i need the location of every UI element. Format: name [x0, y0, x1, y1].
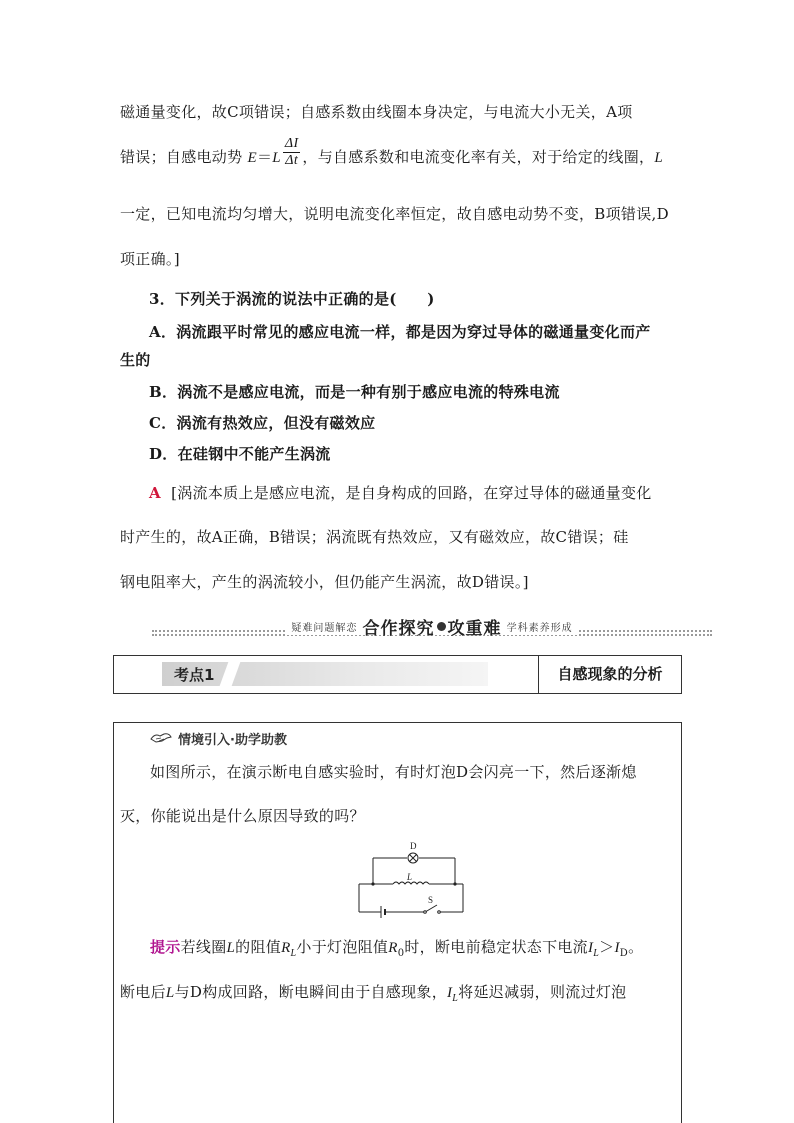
answer-line-1: 磁通量变化，故C项错误；自感系数由线圈本身决定，与电流大小无关，A项: [120, 103, 633, 121]
hint-R0: R: [388, 940, 398, 956]
hint-L-2: L: [165, 985, 175, 1001]
formula-numerator: ΔI: [284, 135, 299, 151]
context-label: 情境引入·助学助教: [178, 733, 287, 748]
formula-fraction: [283, 136, 300, 169]
hint-text-1c: 小于灯泡阻值: [296, 938, 389, 956]
hint-ID-sub: D: [619, 948, 629, 959]
banner-right-text: 学科素养形成: [506, 623, 573, 634]
kaodian-label: 考点1: [174, 666, 215, 684]
inductor-label: L: [407, 872, 413, 882]
question-3-option-d: D．在硅钢中不能产生涡流: [149, 445, 331, 463]
answer-line-2-L: L: [654, 150, 663, 166]
hint-IL-2-sub: L: [452, 993, 459, 1004]
hint-label: 提示: [150, 938, 181, 956]
question-3-stem: 3．下列关于涡流的说法中正确的是( ): [149, 290, 435, 308]
hint-text-2a: 断电后: [120, 983, 166, 1001]
question-3-option-a-line-1: A．涡流跟平时常见的感应电流一样，都是因为穿过导体的磁通量变化而产: [149, 323, 651, 341]
hint-IL-sub: L: [593, 948, 600, 959]
inductor-coil-icon: [393, 882, 429, 884]
hint-text-1a: 若线圈: [180, 938, 227, 956]
answer-line-2-text-b: ，与自感系数和电流变化率有关，对于给定的线圈，: [302, 148, 655, 166]
question-3-answer-line-1: [149, 482, 652, 503]
hint-text-2b: 与D构成回路，断电瞬间由于自感现象，: [174, 983, 447, 1001]
answer-letter: A: [149, 484, 161, 502]
answer-explanation-1: [涡流本质上是感应电流，是自身构成的回路，在穿过导体的磁通量变化: [171, 484, 652, 502]
hint-gt: ＞: [599, 938, 615, 956]
hint-L: L: [226, 940, 236, 956]
switch-contact-right: [438, 911, 441, 914]
answer-line-4: 项正确。]: [120, 250, 180, 268]
banner-main-1: 合作探究: [362, 619, 435, 639]
context-question-line-2: 灭，你能说出是什么原因导致的吗？: [120, 807, 365, 825]
answer-line-2-text-a: 错误；自感电动势: [120, 148, 243, 166]
kaodian-title: 自感现象的分析: [557, 665, 663, 683]
section-banner: [152, 612, 712, 638]
hint-IL-2: I: [447, 985, 453, 1001]
answer-line-3: 一定，已知电流均匀增大，说明电流变化率恒定，故自感电动势不变，B项错误,D: [120, 205, 669, 223]
context-panel: [113, 722, 682, 1123]
question-3-option-b: B．涡流不是感应电流，而是一种有别于感应电流的特殊电流: [149, 383, 560, 401]
formula-emf-symbol: E: [247, 150, 257, 166]
kaodian-left-cell: [114, 656, 539, 693]
banner-bullet-icon: [437, 622, 446, 631]
hint-ID: I: [614, 940, 620, 956]
circuit-diagram: [355, 838, 465, 918]
hint-line-1: [150, 936, 643, 959]
formula-denominator: Δt: [285, 152, 299, 168]
hint-text-1b: 的阻值: [235, 938, 282, 956]
context-hands-icon: [150, 730, 172, 744]
hint-end: 。: [628, 938, 644, 956]
formula-equals: ＝: [256, 148, 273, 166]
formula-inductance-symbol: L: [272, 150, 281, 166]
switch-lever-icon: [426, 905, 437, 912]
question-3-option-a-line-2: 生的: [120, 351, 151, 369]
hint-R0-sub: 0: [397, 948, 405, 959]
banner-main-2: 攻重难: [447, 619, 502, 639]
context-question-line-1: 如图所示，在演示断电自感实验时，有时灯泡D会闪亮一下，然后逐渐熄: [150, 763, 637, 781]
hint-text-2c: 将延迟减弱，则流过灯泡: [458, 983, 627, 1001]
hint-line-2: [120, 981, 626, 1004]
kaodian-header: [113, 655, 682, 694]
switch-label: S: [428, 895, 434, 905]
hint-RL: R: [281, 940, 291, 956]
hint-text-1d: 时，断电前稳定状态下电流: [404, 938, 588, 956]
banner-text: [152, 614, 712, 639]
lamp-label: D: [410, 841, 417, 851]
question-3-answer-line-2: 时产生的，故A正确，B错误；涡流既有热效应，又有磁效应，故C错误；硅: [120, 528, 629, 546]
question-3-answer-line-3: 钢电阻率大，产生的涡流较小，但仍能产生涡流，故D错误。]: [120, 573, 529, 591]
banner-left-text: 疑难问题解恋: [291, 623, 358, 634]
hint-IL: I: [587, 940, 594, 956]
hint-RL-sub: L: [290, 948, 297, 959]
question-3-option-c: C．涡流有热效应，但没有磁效应: [149, 414, 376, 432]
